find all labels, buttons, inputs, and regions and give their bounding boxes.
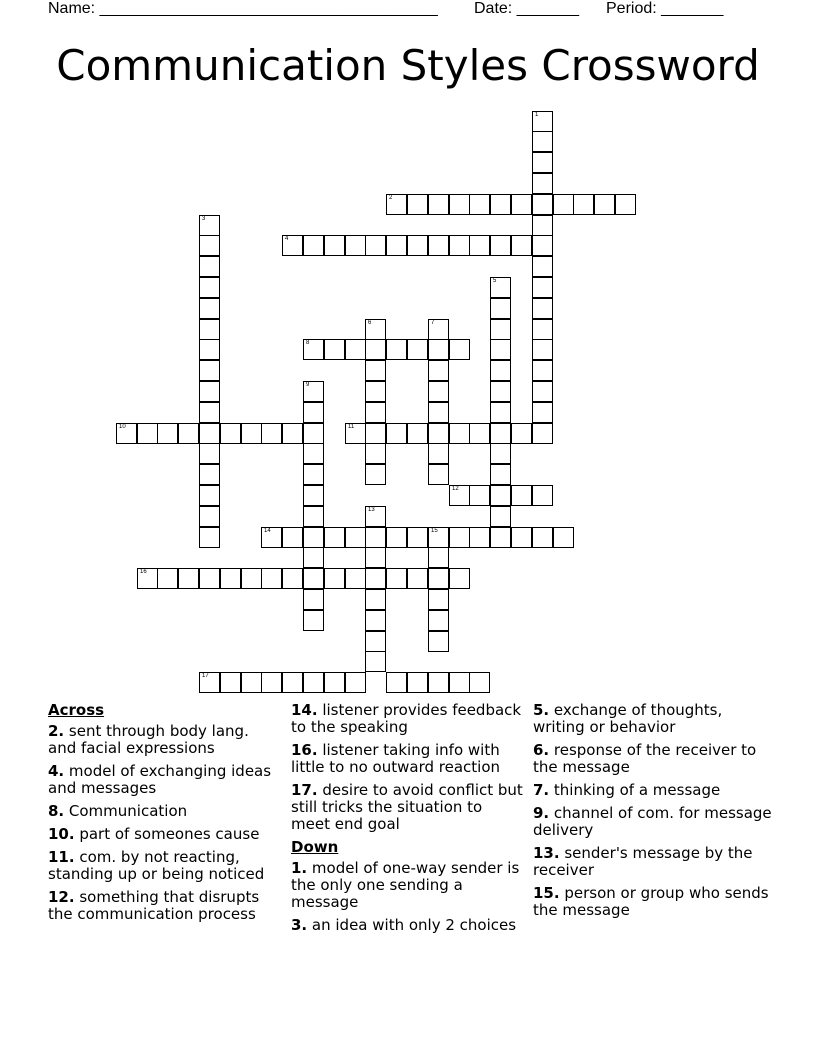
crossword-cell[interactable] (449, 672, 470, 693)
crossword-cell[interactable] (241, 568, 262, 589)
clue-item (291, 742, 523, 776)
crossword-cell[interactable] (199, 443, 220, 464)
crossword-cell[interactable] (199, 568, 220, 589)
clue-number-label: 14 (264, 528, 271, 534)
crossword-cell[interactable] (532, 423, 553, 444)
clue-number: 4. (48, 762, 65, 780)
crossword-cell[interactable] (220, 423, 241, 444)
crossword-cell[interactable] (573, 194, 594, 215)
crossword-cell[interactable] (532, 319, 553, 340)
crossword-cell[interactable] (365, 360, 386, 381)
crossword-cell[interactable] (282, 568, 303, 589)
crossword-cell[interactable] (407, 194, 428, 215)
clue-item (48, 803, 280, 820)
crossword-cell[interactable] (428, 235, 449, 256)
crossword-cell[interactable] (532, 360, 553, 381)
clue-number: 7. (533, 781, 550, 799)
clue-number: 15. (533, 884, 560, 902)
crossword-cell[interactable] (490, 402, 511, 423)
crossword-cell[interactable] (303, 235, 324, 256)
clue-number-label: 3 (202, 216, 206, 222)
crossword-cell[interactable] (469, 194, 490, 215)
crossword-cell[interactable] (303, 464, 324, 485)
crossword-cell[interactable] (365, 589, 386, 610)
clue-number-label: 4 (285, 236, 289, 242)
crossword-cell[interactable] (407, 568, 428, 589)
crossword-cell[interactable] (324, 339, 345, 360)
clue-number-label: 1 (535, 112, 539, 118)
clues-column-3 (533, 702, 773, 925)
crossword-cell[interactable] (407, 339, 428, 360)
clues-column-2 (291, 702, 523, 940)
clue-text: person or group who sends the message (533, 884, 769, 919)
crossword-cell[interactable] (386, 194, 407, 215)
crossword-cell[interactable] (261, 672, 282, 693)
crossword-cell[interactable] (532, 152, 553, 173)
crossword-cell[interactable] (532, 381, 553, 402)
crossword-cell[interactable] (490, 464, 511, 485)
crossword-cell[interactable] (199, 527, 220, 548)
clue-item (533, 805, 773, 839)
crossword-cell[interactable] (157, 423, 178, 444)
clue-number: 13. (533, 844, 560, 862)
clue-item (533, 702, 773, 736)
crossword-cell[interactable] (532, 215, 553, 236)
crossword-cell[interactable] (490, 339, 511, 360)
crossword-cell[interactable] (469, 423, 490, 444)
clue-number: 6. (533, 741, 550, 759)
crossword-cell[interactable] (303, 339, 324, 360)
clue-number: 5. (533, 701, 550, 719)
crossword-cell[interactable] (365, 651, 386, 672)
clue-number: 11. (48, 848, 75, 866)
crossword-cell[interactable] (157, 568, 178, 589)
crossword-cell[interactable] (407, 527, 428, 548)
crossword-cell[interactable] (428, 423, 449, 444)
crossword-cell[interactable] (428, 672, 449, 693)
crossword-cell[interactable] (490, 506, 511, 527)
clue-text: something that disrupts the communication process (48, 888, 260, 923)
clue-text: model of one-way sender is the only one sending a message (291, 859, 520, 911)
crossword-cell[interactable] (386, 568, 407, 589)
clue-text: Communication (64, 802, 188, 820)
crossword-cell[interactable] (532, 131, 553, 152)
crossword-cell[interactable] (303, 547, 324, 568)
clue-text: an idea with only 2 choices (307, 916, 517, 934)
clue-item (291, 917, 523, 934)
clue-item (48, 849, 280, 883)
crossword-cell[interactable] (303, 402, 324, 423)
crossword-cell[interactable] (469, 672, 490, 693)
crossword-cell[interactable] (490, 319, 511, 340)
crossword-cell[interactable] (345, 339, 366, 360)
crossword-cell[interactable] (553, 527, 574, 548)
crossword-cell[interactable] (282, 527, 303, 548)
crossword-cell[interactable] (469, 235, 490, 256)
crossword-cell[interactable] (261, 527, 282, 548)
crossword-cell[interactable] (282, 672, 303, 693)
crossword-cell[interactable] (469, 527, 490, 548)
crossword-cell[interactable] (553, 194, 574, 215)
clue-text: part of someones cause (74, 825, 260, 843)
crossword-cell[interactable] (199, 464, 220, 485)
clue-text: response of the receiver to the message (533, 741, 757, 776)
clue-text: com. by not reacting, standing up or being noticed (48, 848, 265, 883)
clue-number: 2. (48, 722, 65, 740)
crossword-cell[interactable] (490, 381, 511, 402)
crossword-cell[interactable] (428, 443, 449, 464)
crossword-cell[interactable] (532, 173, 553, 194)
crossword-cell[interactable] (345, 235, 366, 256)
clue-number-label: 9 (306, 382, 310, 388)
clue-text: exchange of thoughts, writing or behavior (533, 701, 723, 736)
crossword-cell[interactable] (365, 339, 386, 360)
crossword-cell[interactable] (511, 423, 532, 444)
crossword-cell[interactable] (428, 547, 449, 568)
crossword-cell[interactable] (386, 423, 407, 444)
crossword-cell[interactable] (449, 194, 470, 215)
crossword-cell[interactable] (303, 610, 324, 631)
crossword-cell[interactable] (199, 402, 220, 423)
crossword-cell[interactable] (532, 485, 553, 506)
clue-item (291, 782, 523, 833)
clue-number-label: 6 (368, 320, 372, 326)
crossword-cell[interactable] (365, 235, 386, 256)
clue-item (533, 742, 773, 776)
crossword-cell[interactable] (449, 423, 470, 444)
clue-item (291, 860, 523, 911)
crossword-cell[interactable] (261, 568, 282, 589)
crossword-cell[interactable] (324, 527, 345, 548)
crossword-cell[interactable] (261, 423, 282, 444)
crossword-cell[interactable] (303, 568, 324, 589)
crossword-cell[interactable] (365, 381, 386, 402)
crossword-cell[interactable] (386, 527, 407, 548)
clue-number: 3. (291, 916, 308, 934)
date-field-label[interactable]: Date: _______ (474, 0, 579, 17)
crossword-cell[interactable] (365, 547, 386, 568)
crossword-cell[interactable] (532, 256, 553, 277)
crossword-cell[interactable] (490, 360, 511, 381)
clue-number-label: 8 (306, 340, 310, 346)
crossword-cell[interactable] (428, 610, 449, 631)
crossword-cell[interactable] (449, 339, 470, 360)
crossword-cell[interactable] (282, 235, 303, 256)
clue-item (533, 845, 773, 879)
crossword-cell[interactable] (428, 589, 449, 610)
crossword-cell[interactable] (303, 527, 324, 548)
crossword-cell[interactable] (428, 464, 449, 485)
crossword-cell[interactable] (365, 631, 386, 652)
clue-text: listener provides feedback to the speaking (291, 701, 522, 736)
crossword-cell[interactable] (241, 672, 262, 693)
crossword-cell[interactable] (615, 194, 636, 215)
crossword-cell[interactable] (428, 402, 449, 423)
crossword-cell[interactable] (532, 111, 553, 132)
crossword-cell[interactable] (365, 506, 386, 527)
crossword-cell[interactable] (220, 672, 241, 693)
clue-number-label: 10 (119, 424, 126, 430)
down-heading: Down (291, 838, 339, 856)
clue-number: 17. (291, 781, 318, 799)
crossword-cell[interactable] (282, 423, 303, 444)
crossword-cell[interactable] (303, 443, 324, 464)
clue-text: model of exchanging ideas and messages (48, 762, 272, 797)
crossword-cell[interactable] (532, 527, 553, 548)
crossword-cell[interactable] (407, 672, 428, 693)
crossword-cell[interactable] (345, 527, 366, 548)
crossword-cell[interactable] (407, 235, 428, 256)
crossword-cell[interactable] (532, 235, 553, 256)
crossword-cell[interactable] (365, 568, 386, 589)
crossword-cell[interactable] (428, 360, 449, 381)
crossword-cell[interactable] (199, 485, 220, 506)
crossword-cell[interactable] (428, 339, 449, 360)
clue-item (291, 702, 523, 736)
crossword-cell[interactable] (220, 568, 241, 589)
crossword-cell[interactable] (532, 339, 553, 360)
crossword-cell[interactable] (199, 672, 220, 693)
crossword-cell[interactable] (199, 298, 220, 319)
crossword-cell[interactable] (428, 319, 449, 340)
clue-item (48, 723, 280, 757)
crossword-cell[interactable] (449, 527, 470, 548)
clue-number-label: 17 (202, 673, 209, 679)
crossword-cell[interactable] (241, 423, 262, 444)
crossword-cell[interactable] (199, 423, 220, 444)
crossword-cell[interactable] (490, 277, 511, 298)
crossword-cell[interactable] (365, 319, 386, 340)
clues-column-1 (48, 702, 280, 929)
crossword-cell[interactable] (511, 235, 532, 256)
clue-number: 16. (291, 741, 318, 759)
crossword-cell[interactable] (116, 423, 137, 444)
crossword-cell[interactable] (365, 464, 386, 485)
crossword-cell[interactable] (511, 527, 532, 548)
crossword-cell[interactable] (199, 339, 220, 360)
crossword-cell[interactable] (490, 194, 511, 215)
clue-number-label: 15 (431, 528, 438, 534)
name-field-label[interactable]: Name: ______________________________________ (48, 0, 438, 17)
clue-text: desire to avoid conflict but still tricks the situation to meet end goal (291, 781, 523, 833)
crossword-cell[interactable] (511, 485, 532, 506)
clue-text: thinking of a message (549, 781, 721, 799)
crossword-cell[interactable] (594, 194, 615, 215)
crossword-cell[interactable] (199, 277, 220, 298)
clue-item (48, 826, 280, 843)
clue-number-label: 11 (348, 424, 355, 430)
crossword-cell[interactable] (345, 672, 366, 693)
crossword-cell[interactable] (386, 235, 407, 256)
clue-number: 12. (48, 888, 75, 906)
clue-number-label: 16 (140, 569, 147, 575)
crossword-cell[interactable] (490, 527, 511, 548)
crossword-cell[interactable] (365, 610, 386, 631)
crossword-cell[interactable] (469, 485, 490, 506)
clue-number-label: 2 (389, 195, 393, 201)
clue-number-label: 12 (452, 486, 459, 492)
clue-number: 1. (291, 859, 308, 877)
crossword-cell[interactable] (345, 568, 366, 589)
crossword-cell[interactable] (532, 277, 553, 298)
crossword-cell[interactable] (532, 298, 553, 319)
clue-number: 10. (48, 825, 75, 843)
crossword-cell[interactable] (428, 568, 449, 589)
crossword-cell[interactable] (199, 506, 220, 527)
crossword-cell[interactable] (449, 568, 470, 589)
crossword-cell[interactable] (345, 423, 366, 444)
crossword-cell[interactable] (324, 672, 345, 693)
crossword-cell[interactable] (199, 319, 220, 340)
clue-item (48, 889, 280, 923)
crossword-cell[interactable] (365, 443, 386, 464)
crossword-cell[interactable] (532, 402, 553, 423)
crossword-cell[interactable] (199, 381, 220, 402)
crossword-cell[interactable] (386, 672, 407, 693)
clue-number: 8. (48, 802, 65, 820)
crossword-cell[interactable] (178, 423, 199, 444)
crossword-cell[interactable] (137, 423, 158, 444)
crossword-cell[interactable] (324, 568, 345, 589)
crossword-cell[interactable] (365, 402, 386, 423)
clue-item (48, 763, 280, 797)
crossword-cell[interactable] (365, 527, 386, 548)
crossword-cell[interactable] (449, 485, 470, 506)
clue-number-label: 5 (493, 278, 497, 284)
clue-text: channel of com. for message delivery (533, 804, 772, 839)
crossword-cell[interactable] (303, 506, 324, 527)
clue-number: 14. (291, 701, 318, 719)
clue-item (533, 885, 773, 919)
crossword-cell[interactable] (303, 381, 324, 402)
crossword-cell[interactable] (407, 423, 428, 444)
crossword-cell[interactable] (199, 256, 220, 277)
crossword-cell[interactable] (178, 568, 199, 589)
crossword-cell[interactable] (428, 631, 449, 652)
crossword-cell[interactable] (490, 423, 511, 444)
clue-text: listener taking info with little to no outward reaction (291, 741, 500, 776)
crossword-cell[interactable] (303, 589, 324, 610)
crossword-cell[interactable] (490, 443, 511, 464)
crossword-cell[interactable] (303, 423, 324, 444)
crossword-cell[interactable] (303, 672, 324, 693)
crossword-cell[interactable] (490, 485, 511, 506)
crossword-cell[interactable] (303, 485, 324, 506)
crossword-cell[interactable] (428, 381, 449, 402)
across-heading: Across (48, 701, 105, 719)
crossword-cell[interactable] (386, 339, 407, 360)
clue-text: sent through body lang. and facial expressions (48, 722, 249, 757)
page-title: Communication Styles Crossword (56, 41, 760, 90)
crossword-cell[interactable] (511, 194, 532, 215)
crossword-cell[interactable] (199, 235, 220, 256)
crossword-cell[interactable] (199, 215, 220, 236)
clue-number: 9. (533, 804, 550, 822)
crossword-cell[interactable] (449, 235, 470, 256)
period-field-label[interactable]: Period: _______ (606, 0, 724, 17)
crossword-cell[interactable] (365, 423, 386, 444)
clue-item (533, 782, 773, 799)
crossword-cell[interactable] (428, 194, 449, 215)
crossword-cell[interactable] (532, 194, 553, 215)
crossword-cell[interactable] (490, 298, 511, 319)
crossword-cell[interactable] (137, 568, 158, 589)
clue-text: sender's message by the receiver (533, 844, 753, 879)
clue-number-label: 13 (368, 507, 375, 513)
clue-number-label: 7 (431, 320, 435, 326)
crossword-cell[interactable] (428, 527, 449, 548)
crossword-cell[interactable] (490, 235, 511, 256)
crossword-cell[interactable] (199, 360, 220, 381)
crossword-cell[interactable] (324, 235, 345, 256)
